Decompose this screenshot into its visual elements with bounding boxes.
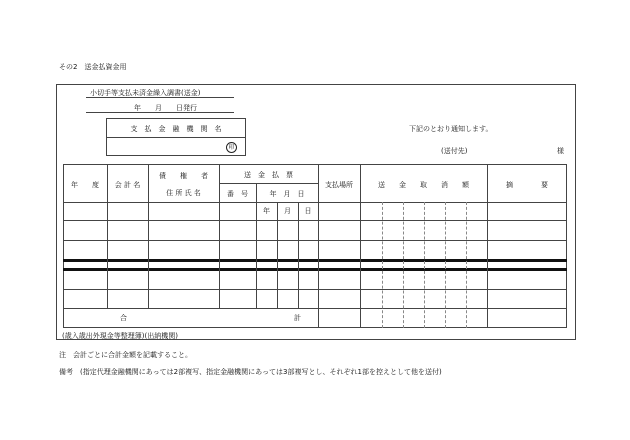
seal-mark: 印 [226, 142, 237, 153]
header-split-line [219, 183, 318, 184]
col-line [256, 183, 257, 308]
col-line [148, 164, 149, 308]
col-line [298, 202, 299, 308]
footer-note: (歳入歳出外現金等整理簿)(出納機関) [62, 332, 178, 340]
header-date: 年 月 日 [269, 190, 305, 198]
header-remittance-voucher: 送 金 払 票 [244, 171, 293, 179]
header-cancel-amount: 送 金 取 消 額 [378, 181, 469, 189]
note-line: 注 会計ごとに合計金額を記載すること。 [59, 351, 192, 359]
title-underline [86, 97, 234, 98]
col-line [277, 202, 278, 308]
digit-divider [466, 202, 467, 328]
header-bottom-line [63, 202, 567, 203]
row-line [63, 240, 567, 241]
notice-text: 下記のとおり通知します。 [409, 125, 493, 133]
date-underline [86, 112, 234, 113]
header-number: 番 号 [227, 190, 248, 198]
header-day-short: 日 [304, 207, 312, 215]
header-year-short: 年 [263, 207, 270, 215]
header-remarks: 摘 要 [506, 181, 548, 189]
row-line [63, 220, 567, 221]
section-label: その2 送金払資金用 [59, 63, 127, 71]
destination-label: (送付先) [441, 147, 468, 155]
header-pay-place: 支払場所 [325, 181, 353, 189]
row-line [63, 289, 567, 290]
digit-divider [445, 202, 446, 328]
total-row-line [63, 308, 567, 309]
payment-bank-label: 支 払 金 融 機 関 名 [130, 125, 222, 133]
digit-divider [424, 202, 425, 328]
thick-separator [63, 259, 567, 262]
header-year: 年 度 [71, 181, 99, 189]
total-label-left: 合 [120, 314, 127, 322]
bank-box-divider [106, 137, 246, 138]
honorific-text: 様 [557, 147, 564, 155]
total-label-right: 計 [294, 314, 301, 322]
header-account: 会 計 名 [114, 181, 141, 189]
issue-date-line: 年 月 日発行 [134, 104, 197, 112]
header-month-short: 月 [284, 207, 291, 215]
bikou-line: 備考 (指定代理金融機関にあっては2部複写、指定金融機関にあっては3部複写とし、それぞれ1部を控えとして他を送付) [59, 368, 442, 376]
thick-separator [63, 268, 567, 271]
header-address: 住 所 氏 名 [166, 189, 201, 197]
digit-divider [382, 202, 383, 328]
col-line [219, 164, 220, 308]
digit-divider [403, 202, 404, 328]
header-creditor: 債 権 者 [159, 172, 208, 180]
form-title: 小切手等支払未済金繰入調書(送金) [90, 89, 201, 97]
